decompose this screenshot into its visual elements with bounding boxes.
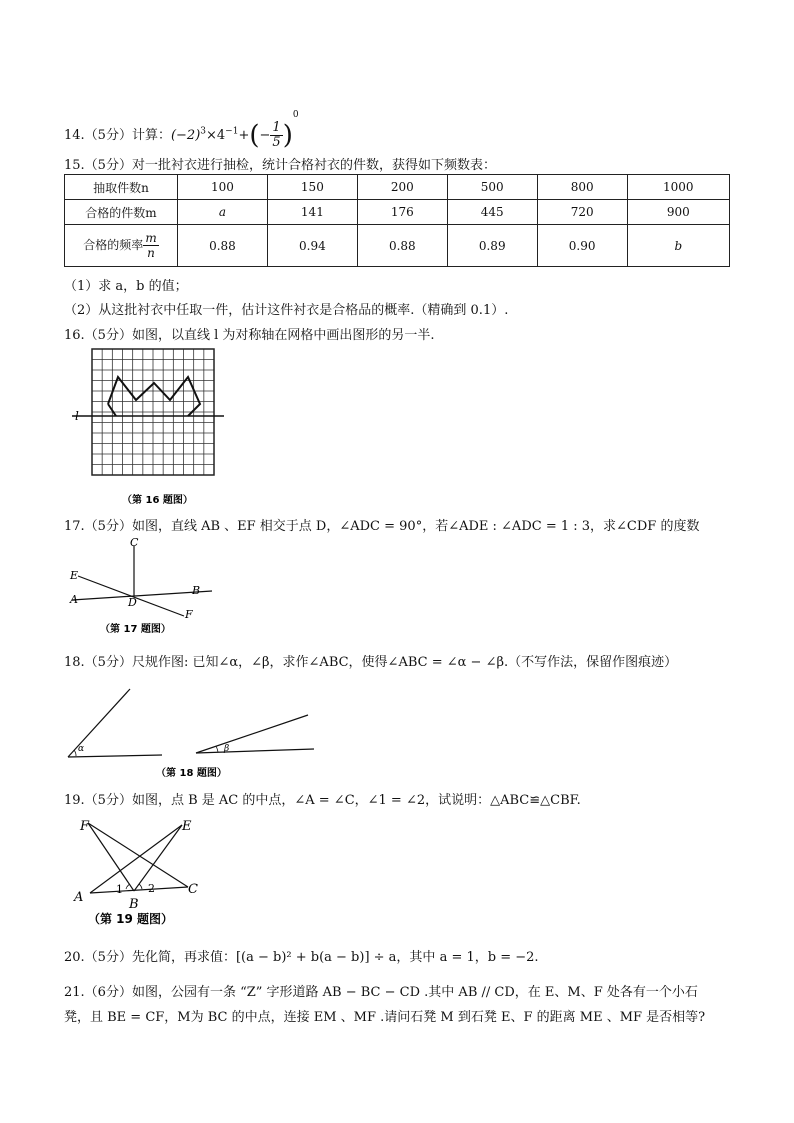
figure-caption-18: （第 18 题图） — [156, 768, 227, 779]
figure-caption-17: （第 17 题图） — [100, 624, 171, 635]
figure-caption-19: （第 19 题图） — [88, 912, 174, 926]
table-cell: 176 — [357, 200, 447, 225]
svg-text:B: B — [129, 897, 139, 912]
table-cell: 200 — [357, 175, 447, 200]
table-cell: 141 — [267, 200, 357, 225]
question-16: 16.（5分）如图，以直线 l 为对称轴在网格中画出图形的另一半. — [64, 328, 435, 343]
table-cell: 0.89 — [447, 225, 537, 267]
table-cell: 0.90 — [537, 225, 627, 267]
figure-17 — [64, 534, 224, 640]
svg-text:C: C — [130, 536, 139, 549]
line-ab — [72, 591, 212, 600]
question-14: 14.（5分）计算：$(-2)^3\times 4^{-1}+(-$ $\frac{1}{5}$ )$^0$ — [64, 110, 299, 151]
half-figure-shape — [108, 377, 200, 416]
table-cell: 800 — [537, 175, 627, 200]
figure-19 — [64, 813, 224, 931]
question-18: 18.（5分）尺规作图: 已知∠α，∠β，求作∠ABC，使得∠ABC = ∠α − ∠β.（不写作法，保留作图痕迹） — [64, 655, 678, 670]
table-row — [65, 200, 730, 225]
axis-label-l: l — [75, 409, 79, 423]
table-cell: 500 — [447, 175, 537, 200]
table-row — [65, 225, 730, 267]
svg-text:C: C — [188, 882, 198, 897]
svg-text:2: 2 — [148, 882, 155, 895]
table-cell: a — [178, 200, 268, 225]
svg-text:E: E — [182, 819, 192, 834]
svg-text:E: E — [70, 569, 79, 582]
question-15-part-1: （1）求 a，b 的值； — [64, 279, 188, 294]
svg-text:D: D — [128, 596, 137, 609]
question-21-line-2: 凳，且 BE = CF，M为 BC 的中点，连接 EM 、MF .请问石凳 M 到石凳 E、F 的距离 ME 、MF 是否相等? — [64, 1010, 706, 1025]
svg-text:A: A — [70, 593, 78, 606]
question-19: 19.（5分）如图，点 B 是 AC 的中点，∠A = ∠C，∠1 = ∠2，试说明：△ABC≌△CBF. — [64, 793, 581, 808]
svg-text:A: A — [74, 890, 84, 905]
table-cell: b — [627, 225, 729, 267]
row-header: 合格的频率 $\frac{m}{n}$ — [65, 225, 178, 267]
table-row — [65, 175, 730, 200]
svg-text:F: F — [185, 608, 193, 621]
svg-text:B: B — [192, 584, 201, 597]
table-cell: 720 — [537, 200, 627, 225]
question-21-line-1: 21.（6分）如图，公园有一条 “Z” 字形道路 AB − BC − CD .其中 AB // CD，在 E、M、F 处各有一个小石 — [64, 985, 698, 1000]
table-cell: 1000 — [627, 175, 729, 200]
angle-beta-label: β — [224, 744, 230, 754]
angle-alpha-label: α — [78, 744, 85, 754]
svg-text:F: F — [80, 819, 90, 834]
table-cell: 0.88 — [357, 225, 447, 267]
frequency-table — [64, 174, 730, 267]
fraction-one-fifth: $\frac{1}{5}$ — [272, 120, 281, 150]
row-header: 抽取件数n — [65, 175, 178, 200]
table-cell: 100 — [178, 175, 268, 200]
svg-text:1: 1 — [116, 883, 123, 896]
table-cell: 900 — [627, 200, 729, 225]
figure-18 — [64, 685, 324, 779]
table-cell: 445 — [447, 200, 537, 225]
question-20: 20.（5分）先化简，再求值：[(a − b)² + b(a − b)] ÷ a，其中 a = 1，b = −2. — [64, 950, 539, 965]
question-15: 15.（5分）对一批衬衣进行抽检，统计合格衬衣的件数，获得如下频数表： — [64, 158, 496, 173]
table-cell: 0.88 — [178, 225, 268, 267]
row-header: 合格的件数m — [65, 200, 178, 225]
grid-figure-16 — [64, 343, 234, 513]
table-cell: 0.94 — [267, 225, 357, 267]
question-17: 17.（5分）如图，直线 AB 、EF 相交于点 D，∠ADC = 90°，若∠ADE : ∠ADC = 1 : 3，求∠CDF 的度数 — [64, 519, 700, 534]
question-15-part-2: （2）从这批衬衣中任取一件，估计这件衬衣是合格品的概率.（精确到 0.1）. — [64, 303, 509, 318]
figure-caption-16: （第 16 题图） — [122, 495, 193, 506]
table-cell: 150 — [267, 175, 357, 200]
